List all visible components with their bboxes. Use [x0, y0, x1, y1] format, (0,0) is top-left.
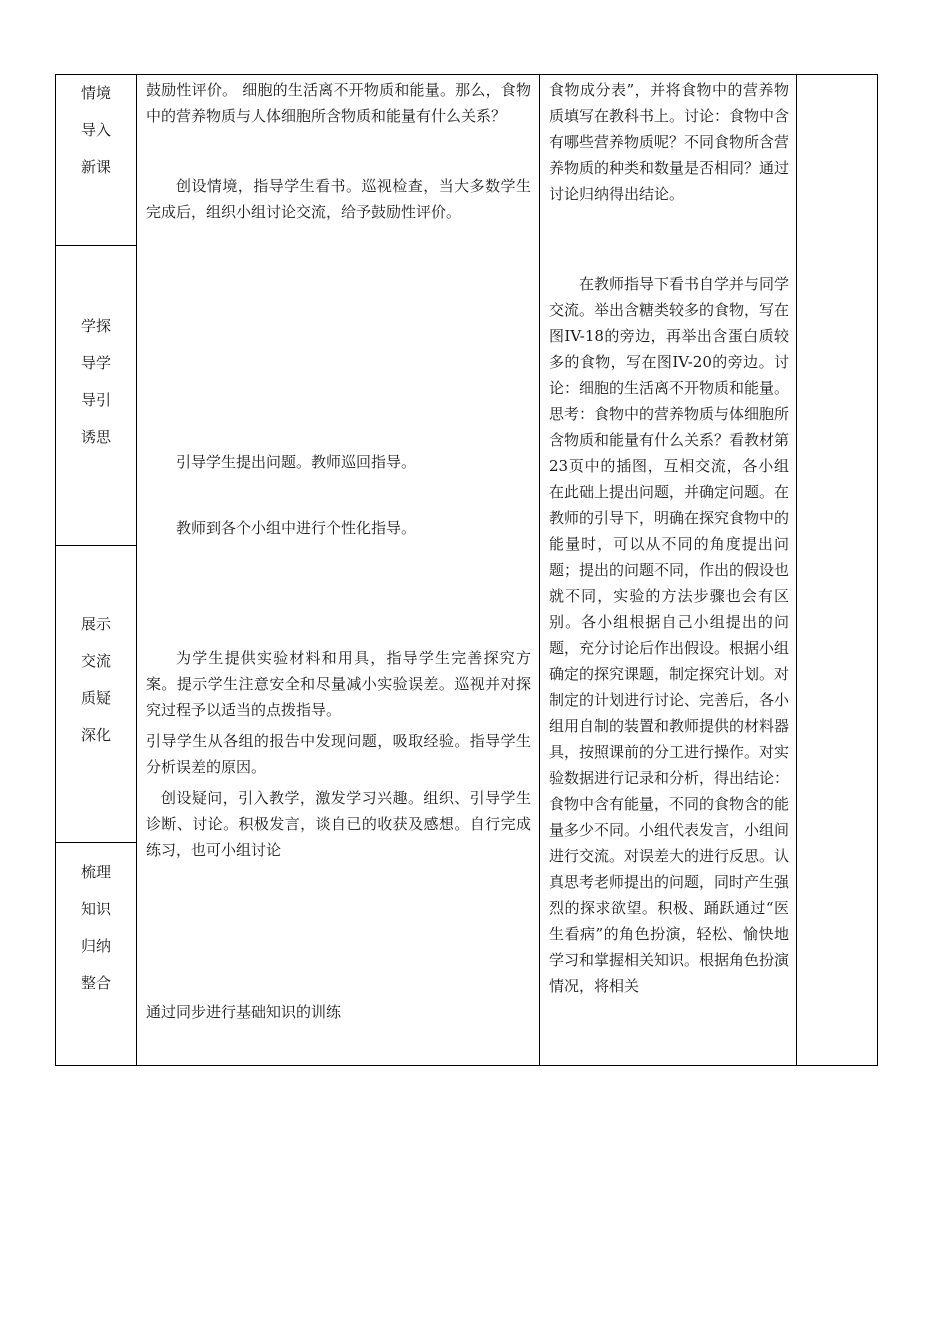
- stage-line: 交流: [80, 652, 111, 670]
- stage-intro: [56, 75, 136, 186]
- stage-summary: [56, 854, 136, 1002]
- teacher-paragraph: 引导学生提出问题。教师巡回指导。: [176, 453, 417, 471]
- stage-line: 归纳: [80, 937, 111, 955]
- stage-explore: [56, 308, 136, 456]
- teacher-paragraph: 为学生提供实验材料和用具，指导学生完善探究方案。提示学生注意安全和尽量减小实验误差。巡视并对探究过程予以适当的点拨指导。: [146, 649, 531, 719]
- stage-line: 深化: [80, 726, 111, 744]
- teacher-paragraph: 鼓励性评价。 细胞的生活离不开物质和能量。那么，食物中的营养物质与人体细胞所含物质和能量有什么关系？: [146, 81, 531, 125]
- column-divider: [796, 75, 797, 1065]
- teacher-paragraph: 通过同步进行基础知识的训练: [146, 1003, 342, 1021]
- stage-line: 整合: [80, 974, 111, 992]
- stage-line: 情境: [80, 84, 111, 102]
- stage-line: 质疑: [80, 689, 111, 707]
- stage-line: 诱思: [80, 428, 111, 446]
- stage-line: 学探: [80, 317, 111, 335]
- stage-present: [56, 606, 136, 754]
- row-divider: [56, 545, 136, 546]
- stage-line: 导引: [80, 391, 111, 409]
- column-divider: [136, 75, 137, 1065]
- lesson-plan-table: [55, 74, 878, 1066]
- teacher-paragraph: 教师到各个小组中进行个性化指导。: [176, 519, 417, 537]
- row-divider: [56, 842, 136, 843]
- teacher-paragraph: 引导学生从各组的报告中发现问题，吸取经验。指导学生分析误差的原因。: [146, 732, 531, 776]
- row-divider: [56, 245, 136, 246]
- teacher-paragraph: 创设疑问，引入教学，激发学习兴趣。组织、引导学生诊断、讨论。积极发言，谈自已的收获及感想。自行完成练习，也可小组讨论: [146, 789, 531, 859]
- stage-line: 知识: [80, 900, 111, 918]
- teacher-paragraph: 创设情境，指导学生看书。巡视检查，当大多数学生完成后，组织小组讨论交流，给予鼓励性评价。: [146, 177, 531, 221]
- student-paragraph: 食物成分表”，并将食物中的营养物质填写在教科书上。讨论：食物中含有哪些营养物质呢？不同食物所含营养物质的种类和数量是否相同？通过讨论归纳得出结论。: [549, 81, 790, 203]
- stage-line: 展示: [80, 615, 111, 633]
- stage-line: 梳理: [80, 863, 111, 881]
- stage-line: 新课: [80, 158, 111, 176]
- stage-line: 导入: [80, 121, 111, 139]
- student-paragraph: 在教师指导下看书自学并与同学交流。举出含糖类较多的食物，写在图IV-18的旁边，再举出含蛋白质较多的食物，写在图IV-20的旁边。讨论：细胞的生活离不开物质和能量。思考：食物中的营养物质与体细胞所含物质和能量有什么关系？看教材第23页中的插图，互相交流，各小组在此础上提出问题，并确定问题。在教师的引导下，明确在探究食物中的能量时，可以从不同的角度提出问题；提出的问题不同，作出的假设也就不同，实验的方法步骤也会有区别。各小组根据自己小组提出的问题，充分讨论后作出假设。根据小组确定的探究课题，制定探究计划。对制定的计划进行讨论、完善后，各小组用自制的装置和教师提供的材料器具，按照课前的分工进行操作。对实验数据进行记录和分析，得出结论：食物中含有能量，不同的食物含的能量多少不同。小组代表发言，小组间进行交流。对误差大的进行反思。认真思考老师提出的问题，同时产生强烈的探求欲望。积极、踊跃通过“医生看病”的角色扮演，轻松、愉快地学习和掌握相关知识。根据角色扮演情况，将相关: [549, 275, 790, 995]
- stage-line: 导学: [80, 354, 111, 372]
- column-divider: [539, 75, 540, 1065]
